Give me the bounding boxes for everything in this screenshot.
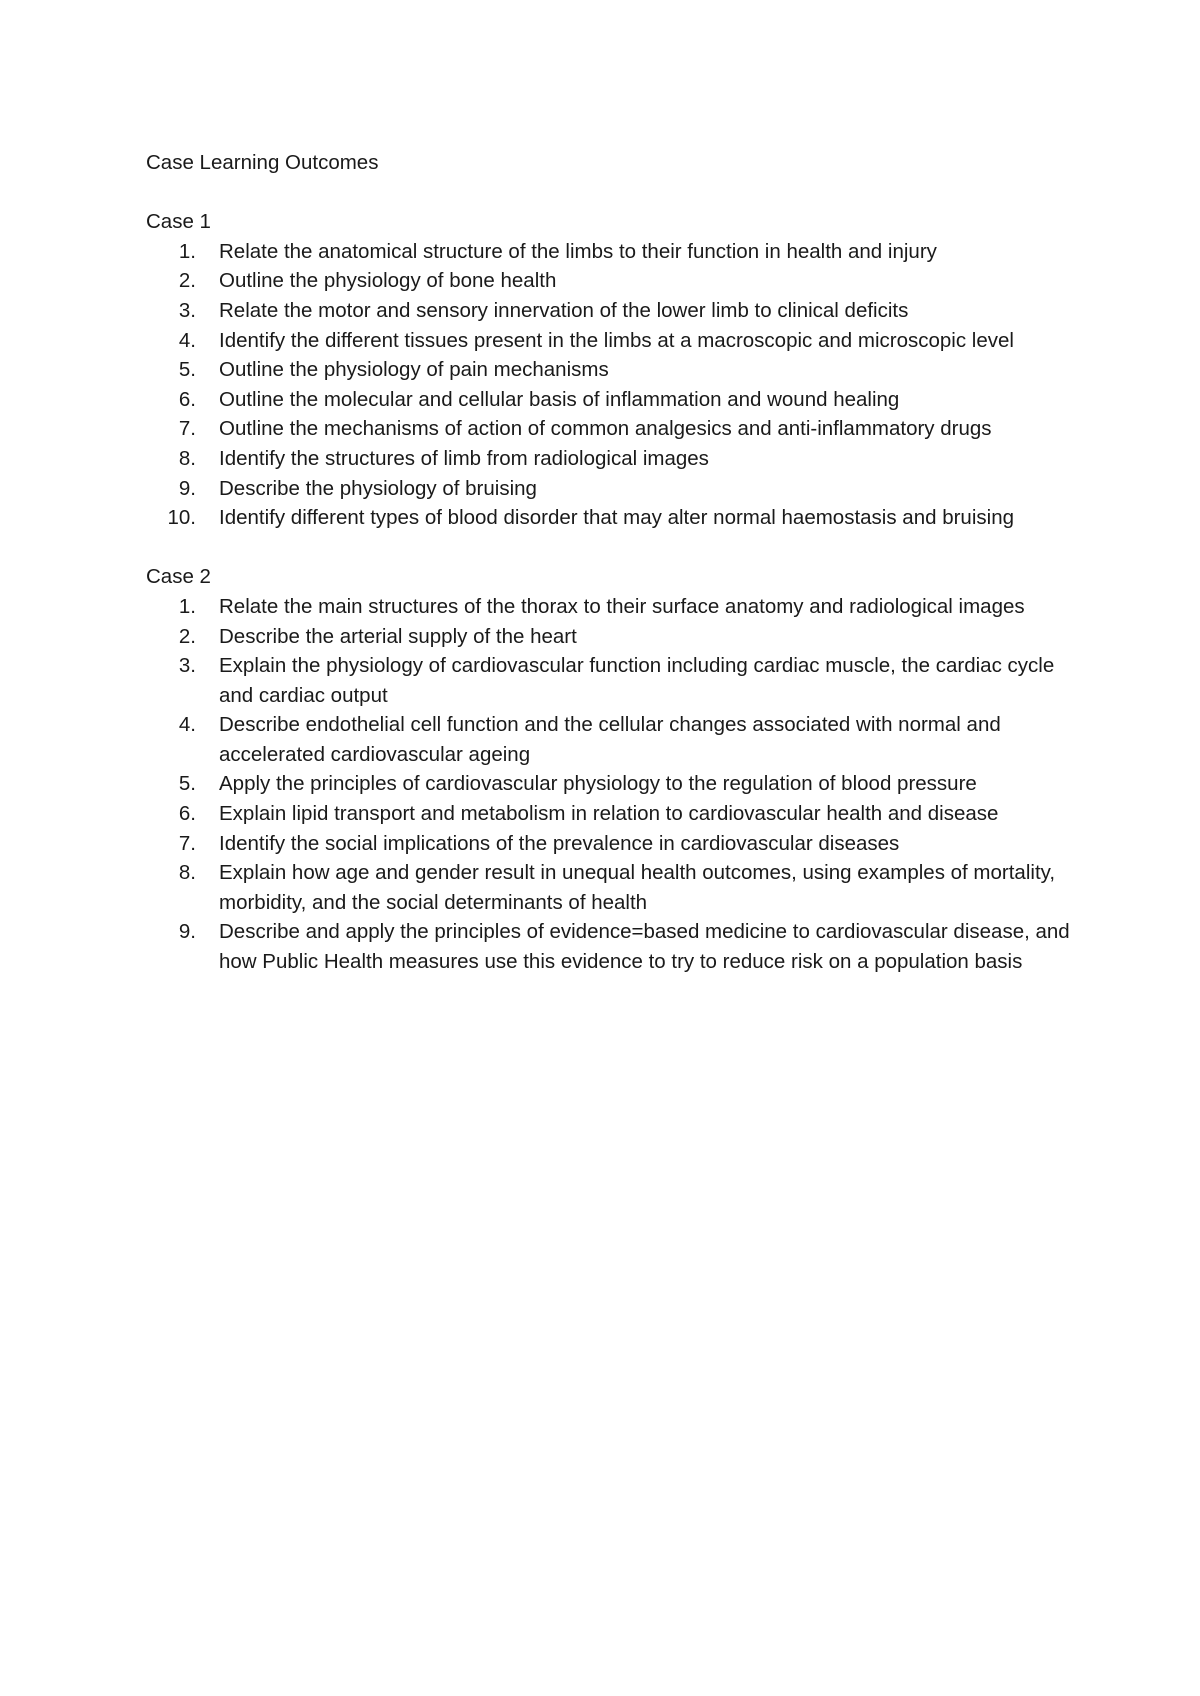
item-text: Outline the molecular and cellular basis of inflammation and wound healing	[219, 387, 900, 411]
list-item	[146, 858, 1076, 917]
list-item	[146, 799, 1076, 829]
item-text: Relate the main structures of the thorax to their surface anatomy and radiological images	[219, 594, 1025, 618]
item-number: 7.	[178, 831, 196, 855]
item-number: 6.	[178, 387, 196, 411]
item-text: Outline the physiology of bone health	[219, 269, 557, 293]
item-text: Identify the structures of limb from radiological images	[219, 446, 709, 470]
item-number: 5.	[178, 772, 196, 796]
blank-line	[146, 178, 1076, 208]
item-text: Explain the physiology of cardiovascular function including cardiac muscle, the cardiac cycle and cardiac output	[219, 654, 1055, 707]
case-section-2	[146, 562, 1076, 976]
list-item	[146, 592, 1076, 622]
item-text: Describe the arterial supply of the heart	[219, 624, 577, 648]
item-text: Identify the social implications of the prevalence in cardiovascular diseases	[219, 831, 900, 855]
item-number: 2.	[178, 624, 196, 648]
item-text: Explain lipid transport and metabolism in relation to cardiovascular health and disease	[219, 802, 999, 826]
list-item	[146, 829, 1076, 859]
list-item	[146, 355, 1076, 385]
item-text: Describe endothelial cell function and the cellular changes associated with normal and accelerated cardiovascular ageing	[219, 713, 1001, 766]
outcome-list	[146, 237, 1076, 533]
list-item	[146, 769, 1076, 799]
item-text: Identify the different tissues present in the limbs at a macroscopic and microscopic level	[219, 328, 1014, 352]
item-text: Identify different types of blood disorder that may alter normal haemostasis and bruising	[219, 506, 1014, 530]
item-number: 1.	[178, 239, 196, 263]
list-item	[146, 385, 1076, 415]
item-text: Outline the physiology of pain mechanisms	[219, 358, 609, 382]
item-number: 7.	[178, 417, 196, 441]
item-number: 3.	[178, 654, 196, 678]
case-heading: Case 1	[146, 210, 211, 234]
document-body	[146, 148, 1076, 977]
item-text: Describe the physiology of bruising	[219, 476, 537, 500]
list-item	[146, 622, 1076, 652]
item-number: 8.	[178, 446, 196, 470]
item-text: Relate the anatomical structure of the limbs to their function in health and injury	[219, 239, 937, 263]
list-item	[146, 474, 1076, 504]
list-item	[146, 710, 1076, 769]
item-text: Explain how age and gender result in unequal health outcomes, using examples of mortality, morbidity, and the social determinants of health	[219, 861, 1056, 914]
item-number: 4.	[178, 328, 196, 352]
list-item	[146, 326, 1076, 356]
item-number: 10.	[167, 506, 196, 530]
item-number: 2.	[178, 269, 196, 293]
item-number: 4.	[178, 713, 196, 737]
item-text: Apply the principles of cardiovascular physiology to the regulation of blood pressure	[219, 772, 977, 796]
list-item	[146, 266, 1076, 296]
list-item	[146, 414, 1076, 444]
list-item	[146, 503, 1076, 533]
item-number: 8.	[178, 861, 196, 885]
item-number: 6.	[178, 802, 196, 826]
document-title: Case Learning Outcomes	[146, 151, 379, 174]
item-number: 9.	[178, 476, 196, 500]
case-heading: Case 2	[146, 565, 211, 589]
list-item	[146, 917, 1076, 976]
item-number: 9.	[178, 920, 196, 944]
outcome-list	[146, 592, 1076, 977]
item-number: 3.	[178, 298, 196, 322]
list-item	[146, 651, 1076, 710]
list-item	[146, 444, 1076, 474]
list-item	[146, 296, 1076, 326]
list-item	[146, 237, 1076, 267]
item-text: Relate the motor and sensory innervation of the lower limb to clinical deficits	[219, 298, 909, 322]
item-number: 1.	[178, 594, 196, 618]
item-text: Describe and apply the principles of evidence=based medicine to cardiovascular disease, and how Public Health measures use this evidence to try to reduce risk on a population basis	[219, 920, 1070, 974]
item-number: 5.	[178, 358, 196, 382]
item-text: Outline the mechanisms of action of common analgesics and anti-inflammatory drugs	[219, 417, 992, 441]
case-section-1	[146, 207, 1076, 533]
